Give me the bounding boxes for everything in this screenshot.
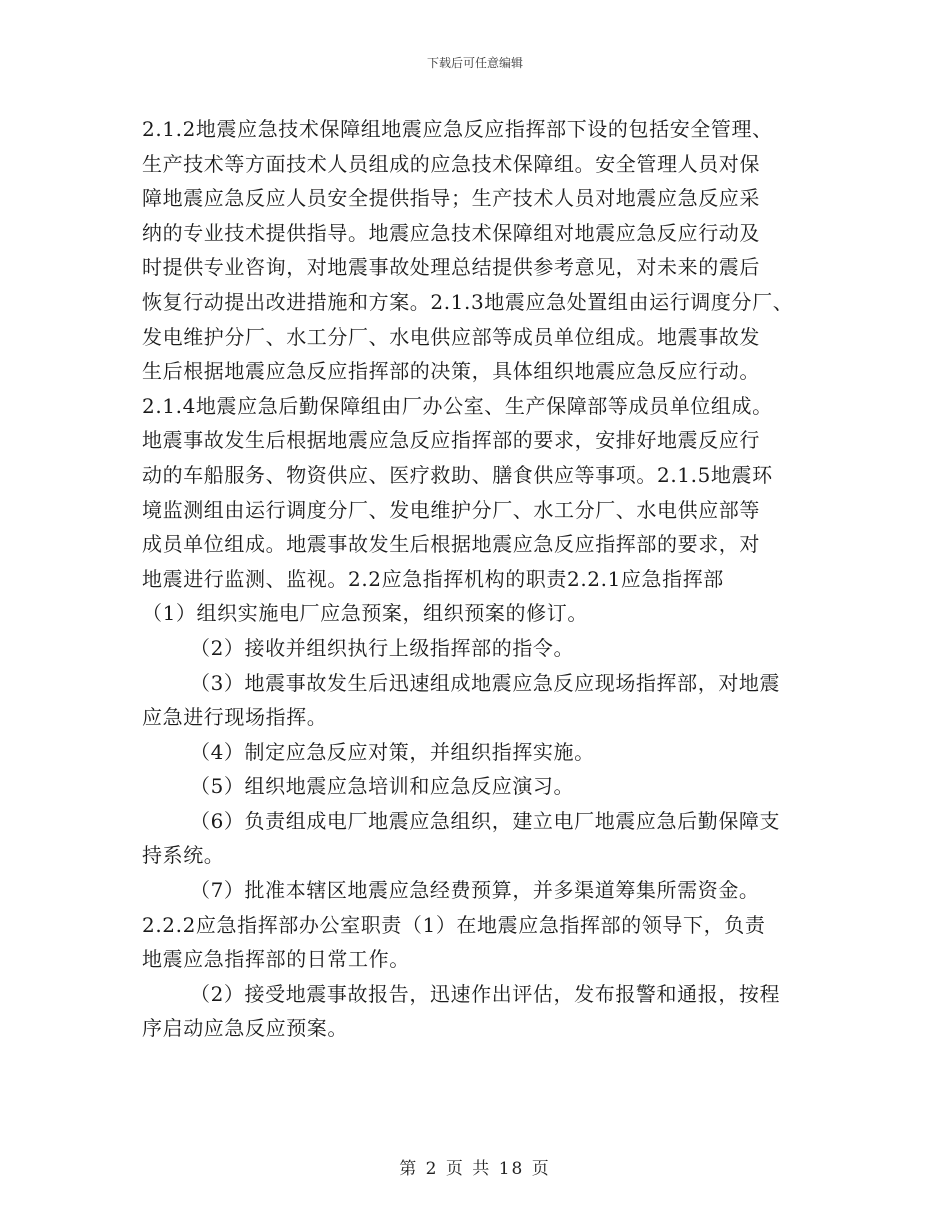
text-line: 地震应急指挥部的日常工作。 [142,947,410,972]
text-line: （3）地震事故发生后迅速组成地震应急反应现场指挥部，对地震 [190,670,781,695]
text-line: 持系统。 [142,843,225,868]
text-line: 2.1.4地震应急后勤保障组由厂办公室、生产保障部等成员单位组成。 [142,393,773,418]
text-line: 2.1.2地震应急技术保障组地震应急反应指挥部下设的包括安全管理、 [142,117,773,141]
page-footer: 第 2 页 共 18 页 [399,1159,551,1179]
text-line: 境监测组由运行调度分厂、发电维护分厂、水工分厂、水电供应部等 [142,497,760,522]
text-line: （2）接受地震事故报告，迅速作出评估，发布报警和通报，按程 [190,981,781,1006]
text-line: 恢复行动提出改进措施和方案。2.1.3地震应急处置组由运行调度分厂、 [142,289,794,314]
text-line: 成员单位组成。地震事故发生后根据地震应急反应指挥部的要求，对 [142,532,760,557]
text-line: （1）组织实施电厂应急预案，组织预案的修订。 [142,601,588,626]
text-line: 地震进行监测、监视。2.2应急指挥机构的职责2.2.1应急指挥部 [142,566,724,591]
text-line: （5）组织地震应急培训和应急反应演习。 [190,774,575,799]
text-line: 障地震应急反应人员安全提供指导；生产技术人员对地震应急反应采 [142,186,760,211]
text-line: 2.2.2应急指挥部办公室职责（1）在地震应急指挥部的领导下，负责 [142,912,766,937]
text-line: 序启动应急反应预案。 [142,1016,348,1041]
text-line: （6）负责组成电厂地震应急组织，建立电厂地震应急后勤保障支 [190,808,781,833]
text-line: 时提供专业咨询，对地震事故处理总结提供参考意见，对未来的震后 [142,255,760,280]
text-line: 应急进行现场指挥。 [142,705,328,730]
text-line: （2）接收并组织执行上级指挥部的指令。 [190,635,575,660]
document-body [142,112,842,1046]
text-line: 发电维护分厂、水工分厂、水电供应部等成员单位组成。地震事故发 [142,324,760,349]
text-line: （4）制定应急反应对策，并组织指挥实施。 [190,739,595,764]
text-line: 纳的专业技术提供指导。地震应急技术保障组对地震应急反应行动及 [142,220,760,245]
text-line: 生产技术等方面技术人员组成的应急技术保障组。安全管理人员对保 [142,151,760,176]
text-line: 生后根据地震应急反应指挥部的决策，具体组织地震应急反应行动。 [142,359,760,384]
page-header: 下载后可任意编辑 [426,56,523,70]
text-line: 地震事故发生后根据地震应急反应指挥部的要求，安排好地震反应行 [142,428,760,453]
text-line: 动的车船服务、物资供应、医疗救助、膳食供应等事项。2.1.5地震环 [142,462,773,487]
text-line: （7）批准本辖区地震应急经费预算，并多渠道筹集所需资金。 [190,878,760,903]
